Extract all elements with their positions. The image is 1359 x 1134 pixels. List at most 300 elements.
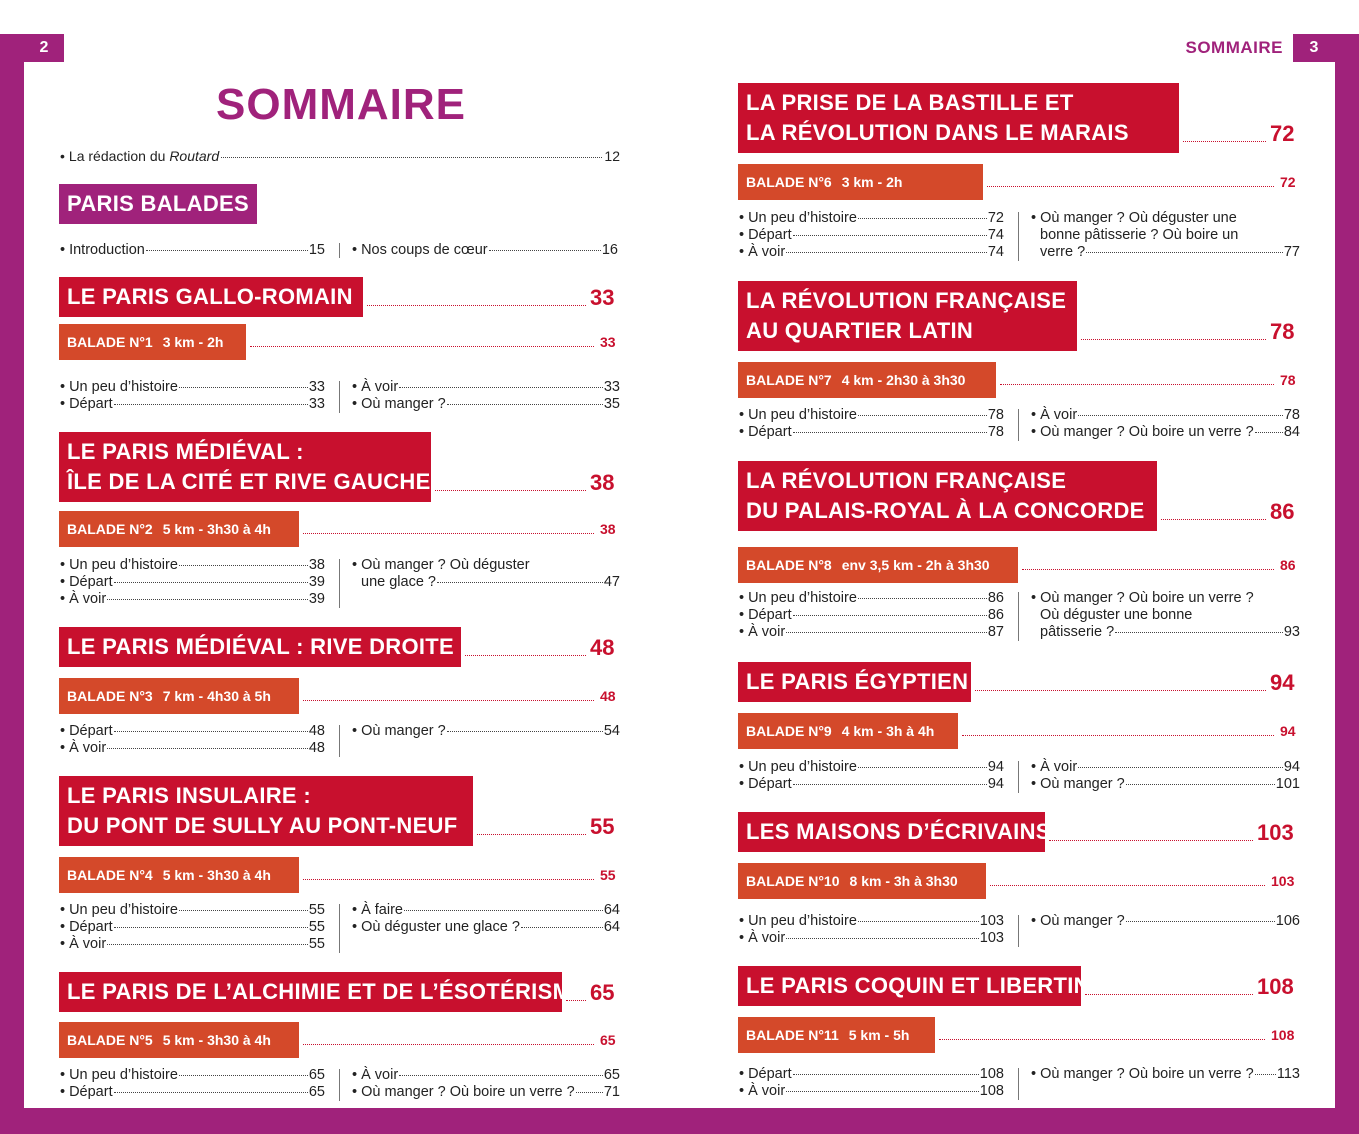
entry-label-em: Routard [169, 148, 220, 164]
entry-label: La rédaction du [68, 148, 170, 164]
balade-page-number: 65 [600, 1032, 616, 1048]
balade-page-number: 94 [1280, 723, 1296, 739]
toc-entry[interactable] [1040, 624, 1300, 641]
entry-page: 74 [987, 227, 1004, 243]
entry-label: bonne pâtisserie ? Où boire un [1040, 227, 1239, 243]
balade-number: BALADE N°8 [746, 557, 832, 573]
leader-dots [786, 252, 987, 253]
entry-page: 94 [987, 759, 1004, 775]
entry-page: 78 [1283, 407, 1300, 423]
bullet: • [739, 244, 745, 260]
section-leader-dots [477, 834, 586, 835]
section-title-line: LA RÉVOLUTION DANS LE MARAIS [746, 120, 1129, 145]
balade-number: BALADE N°11 [746, 1027, 839, 1043]
column-separator [339, 381, 340, 413]
entry-label: Un peu d’histoire [748, 759, 857, 775]
entry-label: Départ [69, 1084, 113, 1100]
bullet: • [739, 759, 745, 775]
entry-page: 78 [987, 407, 1004, 423]
toc-entry[interactable] [60, 557, 325, 574]
toc-entry[interactable] [352, 379, 620, 396]
bullet: • [352, 396, 358, 412]
entry-label: À voir [69, 591, 107, 607]
section-page-number: 38 [590, 470, 615, 495]
leader-dots [793, 615, 987, 616]
balade-label[interactable] [59, 511, 299, 547]
section-title-line: LA RÉVOLUTION FRANÇAISE [746, 288, 1067, 313]
section-title[interactable] [59, 627, 461, 667]
column-separator [339, 243, 340, 258]
leader-dots [447, 404, 603, 405]
balade-number: BALADE N°5 [67, 1032, 153, 1048]
leader-dots [1255, 1074, 1276, 1075]
section-leader-dots [1081, 339, 1266, 340]
entry-page: 101 [1275, 776, 1300, 792]
entry-label: Où manger ? [1040, 776, 1125, 792]
leader-dots [107, 599, 308, 600]
entry-label-line[interactable] [1031, 210, 1237, 227]
toc-entry[interactable] [739, 624, 1004, 641]
toc-entry[interactable] [352, 723, 620, 740]
entry-page: 35 [603, 396, 620, 412]
column-separator [1018, 915, 1019, 947]
section-title-line: ÎLE DE LA CITÉ ET RIVE GAUCHE [67, 469, 431, 494]
section-title[interactable] [738, 662, 971, 702]
entry-label: À voir [361, 1067, 399, 1083]
toc-entry[interactable] [739, 607, 1004, 624]
balade-label[interactable] [738, 362, 996, 398]
leader-dots [179, 387, 308, 388]
entry-label: À voir [1040, 759, 1078, 775]
bullet: • [60, 740, 66, 756]
section-title-line: LE PARIS MÉDIÉVAL : RIVE DROITE [67, 634, 455, 659]
bullet: • [352, 1067, 358, 1083]
balade-label[interactable] [59, 678, 299, 714]
leader-dots [786, 1091, 979, 1092]
entry-label-line[interactable] [352, 557, 530, 574]
toc-entry[interactable] [60, 1084, 325, 1101]
entry-label: Où manger ? [361, 723, 446, 739]
toc-entry[interactable] [739, 424, 1004, 441]
balade-page-number: 55 [600, 867, 616, 883]
bullet: • [60, 396, 66, 412]
toc-entry[interactable] [739, 759, 1004, 776]
section-title-line: LE PARIS COQUIN ET LIBERTIN [746, 973, 1090, 998]
column-separator [1018, 761, 1019, 793]
leader-dots [1078, 767, 1283, 768]
toc-entry[interactable] [60, 1067, 325, 1084]
balade-number: BALADE N°9 [746, 723, 832, 739]
leader-dots [793, 432, 987, 433]
section-title[interactable] [738, 812, 1051, 852]
toc-entry[interactable] [1031, 913, 1300, 930]
section-title[interactable] [59, 277, 363, 317]
entry-page: 39 [308, 591, 325, 607]
balade-leader-dots [1000, 384, 1274, 385]
entry-label: Où manger ? Où boire un verre ? [1040, 1066, 1254, 1082]
toc-entry[interactable] [739, 930, 1004, 947]
toc-entry[interactable] [739, 244, 1004, 261]
bullet: • [739, 776, 745, 792]
section-title-paris-balades[interactable]: PARIS BALADES [59, 184, 257, 224]
toc-entry[interactable] [739, 227, 1004, 244]
balade-leader-dots [1022, 569, 1274, 570]
bullet: • [1031, 776, 1037, 792]
leader-dots [858, 767, 987, 768]
toc-entry-coups-de-coeur[interactable]: • Nos coups de cœur 16 [352, 242, 618, 258]
left-page-number: 2 [24, 34, 64, 62]
balade-label[interactable] [59, 1022, 299, 1058]
toc-entry[interactable] [60, 919, 325, 936]
balade-label[interactable] [59, 324, 246, 360]
leader-dots [114, 404, 308, 405]
balade-number: BALADE N°3 [67, 688, 153, 704]
bullet: • [739, 424, 745, 440]
toc-entry[interactable] [739, 1083, 1004, 1100]
section-title-line: DU PALAIS-ROYAL À LA CONCORDE [746, 498, 1145, 523]
bullet: • [1031, 590, 1037, 606]
section-title[interactable] [738, 281, 1077, 351]
section-leader-dots [435, 490, 586, 491]
bullet: • [60, 1067, 66, 1083]
entry-page: 64 [603, 902, 620, 918]
section-page-number: 78 [1270, 319, 1295, 344]
entry-page: 47 [603, 574, 620, 590]
entry-page: 72 [987, 210, 1004, 226]
entry-label: une glace ? [361, 574, 436, 590]
balade-label[interactable] [738, 164, 983, 200]
entry-label: Où manger ? Où déguster [361, 557, 530, 573]
balade-number: BALADE N°2 [67, 521, 153, 537]
section-page-number: 86 [1270, 499, 1295, 524]
balade-info: 5 km - 3h30 à 4h [162, 1032, 271, 1048]
section-page-number: 48 [590, 635, 615, 660]
section-page-number: 65 [590, 980, 615, 1005]
entry-label: Où manger ? [361, 396, 446, 412]
balade-info: 5 km - 3h30 à 4h [162, 867, 271, 883]
leader-dots [114, 927, 308, 928]
balade-info: 3 km - 2h [162, 334, 224, 350]
section-title-line: LA PRISE DE LA BASTILLE ET [746, 90, 1074, 115]
right-page-number: 3 [1293, 34, 1335, 62]
entry-page: 65 [308, 1067, 325, 1083]
bullet: • [352, 379, 358, 395]
toc-entry[interactable] [352, 396, 620, 413]
section-title[interactable] [738, 461, 1157, 531]
entry-page: 33 [308, 396, 325, 412]
entry-label: Un peu d’histoire [69, 1067, 178, 1083]
balade-page-number: 48 [600, 688, 616, 704]
toc-entry[interactable] [60, 740, 325, 757]
leader-dots [1086, 252, 1283, 253]
entry-page: 38 [308, 557, 325, 573]
section-title[interactable] [738, 83, 1179, 153]
bullet: • [60, 574, 66, 590]
column-separator [339, 725, 340, 757]
entry-page: 108 [979, 1066, 1004, 1082]
entry-label: Un peu d’histoire [748, 913, 857, 929]
entry-label: À voir [748, 1083, 786, 1099]
balade-info: 4 km - 2h30 à 3h30 [841, 372, 966, 388]
section-page-number: 108 [1257, 974, 1294, 999]
entry-label-line[interactable] [1031, 590, 1254, 607]
bullet: • [739, 913, 745, 929]
toc-entry[interactable] [60, 936, 325, 953]
bullet: • [352, 1084, 358, 1100]
column-separator [339, 904, 340, 953]
balade-page-number: 103 [1271, 873, 1295, 889]
entry-label: Un peu d’histoire [748, 210, 857, 226]
balade-number: BALADE N°4 [67, 867, 153, 883]
leader-dots [399, 1075, 603, 1076]
toc-entry[interactable] [352, 919, 620, 936]
entry-label: À voir [748, 624, 786, 640]
entry-label-line[interactable] [1040, 607, 1192, 624]
column-separator [339, 559, 340, 608]
leader-dots [399, 387, 603, 388]
entry-page: 77 [1283, 244, 1300, 260]
entry-page: 48 [308, 740, 325, 756]
bullet: • [60, 902, 66, 918]
entry-page: 39 [308, 574, 325, 590]
balade-number: BALADE N°6 [746, 174, 832, 190]
entry-label: À faire [361, 902, 403, 918]
entry-label: À voir [748, 244, 786, 260]
toc-entry[interactable] [352, 902, 620, 919]
leader-dots [858, 598, 987, 599]
entry-label: pâtisserie ? [1040, 624, 1115, 640]
entry-label: Où manger ? Où boire un verre ? [1040, 424, 1254, 440]
entry-page: 93 [1283, 624, 1300, 640]
entry-page: 113 [1276, 1066, 1300, 1082]
toc-entry[interactable] [60, 902, 325, 919]
section-leader-dots [1085, 994, 1253, 995]
entry-label: verre ? [1040, 244, 1086, 260]
entry-page: 84 [1283, 424, 1300, 440]
section-title-line: DU PONT DE SULLY AU PONT-NEUF [67, 813, 458, 838]
entry-page: 87 [987, 624, 1004, 640]
entry-label: Où déguster une glace ? [361, 919, 520, 935]
balade-number: BALADE N°1 [67, 334, 153, 350]
section-title-line: LE PARIS DE L’ALCHIMIE ET DE L’ÉSOTÉRISME [67, 979, 587, 1004]
toc-entry[interactable] [1031, 407, 1300, 424]
section-leader-dots [367, 305, 586, 306]
entry-label: À voir [1040, 407, 1078, 423]
left-margin-bar [0, 34, 24, 1134]
bullet: • [739, 624, 745, 640]
toc-entry[interactable] [739, 407, 1004, 424]
leader-dots [576, 1092, 603, 1093]
section-title-line: LE PARIS INSULAIRE : [67, 783, 311, 808]
toc-entry[interactable] [60, 723, 325, 740]
leader-dots [1115, 632, 1283, 633]
toc-entry[interactable] [1031, 424, 1300, 441]
entry-page: 12 [604, 148, 620, 164]
leader-dots [858, 218, 987, 219]
balade-info: 7 km - 4h30 à 5h [162, 688, 271, 704]
bullet: • [1031, 424, 1037, 440]
column-separator [1018, 212, 1019, 261]
leader-dots [1126, 921, 1275, 922]
entry-label: Départ [748, 424, 792, 440]
balade-label[interactable] [738, 547, 1018, 583]
balade-label[interactable] [738, 1017, 935, 1053]
toc-entry[interactable] [60, 591, 325, 608]
entry-label: À voir [69, 740, 107, 756]
leader-dots [437, 582, 603, 583]
toc-entry[interactable] [60, 574, 325, 591]
balade-label[interactable] [738, 713, 958, 749]
entry-label: Où manger ? Où déguster une [1040, 210, 1237, 226]
toc-entry-introduction[interactable]: • Introduction 15 [60, 242, 325, 258]
balade-leader-dots [990, 885, 1265, 886]
entry-label-line[interactable] [1040, 227, 1238, 244]
entry-page: 65 [308, 1084, 325, 1100]
section-leader-dots [1049, 840, 1253, 841]
balade-number: BALADE N°7 [746, 372, 832, 388]
balade-label[interactable] [738, 863, 986, 899]
entry-page: 33 [603, 379, 620, 395]
balade-info: 8 km - 3h à 3h30 [849, 873, 958, 889]
column-separator [339, 1069, 340, 1101]
section-title-line: LE PARIS MÉDIÉVAL : [67, 439, 304, 464]
leader-dots [179, 910, 308, 911]
balade-page-number: 38 [600, 521, 616, 537]
toc-entry[interactable] [1040, 244, 1300, 261]
entry-page: 103 [979, 913, 1004, 929]
balade-info: 4 km - 3h à 4h [841, 723, 935, 739]
entry-label: Un peu d’histoire [69, 379, 178, 395]
section-leader-dots [1183, 141, 1266, 142]
entry-label: Où manger ? Où boire un verre ? [361, 1084, 575, 1100]
section-page-number: 55 [590, 814, 615, 839]
column-separator [1018, 592, 1019, 641]
entry-label: Départ [748, 227, 792, 243]
entry-page: 78 [987, 424, 1004, 440]
entry-page: 55 [308, 902, 325, 918]
entry-label: Départ [69, 574, 113, 590]
leader-dots [858, 921, 979, 922]
entry-label: Un peu d’histoire [748, 407, 857, 423]
entry-label: Un peu d’histoire [69, 557, 178, 573]
entry-label: Départ [748, 1066, 792, 1082]
entry-label: Où manger ? [1040, 913, 1125, 929]
leader-dots [114, 582, 308, 583]
toc-entry[interactable] [739, 913, 1004, 930]
toc-entry[interactable] [1031, 759, 1300, 776]
leader-dots [786, 632, 987, 633]
toc-entry[interactable] [739, 1066, 1004, 1083]
entry-label: Départ [69, 723, 113, 739]
toc-entry[interactable] [361, 574, 620, 591]
leader-dots [114, 1092, 308, 1093]
balade-label[interactable] [59, 857, 299, 893]
entry-label: À voir [748, 930, 786, 946]
bullet: • [352, 919, 358, 935]
balade-info: env 3,5 km - 2h à 3h30 [841, 557, 990, 573]
bullet: • [1031, 759, 1037, 775]
balade-leader-dots [939, 1039, 1265, 1040]
leader-dots [786, 938, 979, 939]
leader-dots [1078, 415, 1283, 416]
bullet: • [352, 723, 358, 739]
entry-label: Un peu d’histoire [748, 590, 857, 606]
bullet: • [60, 919, 66, 935]
leader-dots [179, 1075, 308, 1076]
leader-dots [114, 731, 308, 732]
section-leader-dots [975, 690, 1266, 691]
entry-label: Départ [748, 776, 792, 792]
section-title[interactable] [59, 432, 431, 502]
section-title-line: LE PARIS GALLO-ROMAIN [67, 284, 353, 309]
section-page-number: 103 [1257, 820, 1294, 845]
section-title-line: LE PARIS ÉGYPTIEN [746, 669, 969, 694]
leader-dots [521, 927, 603, 928]
bullet: • [352, 557, 358, 573]
leader-dots [447, 731, 603, 732]
balade-leader-dots [303, 700, 594, 701]
toc-entry[interactable] [739, 210, 1004, 227]
entry-label: À voir [69, 936, 107, 952]
balade-page-number: 33 [600, 334, 616, 350]
leader-dots [107, 748, 308, 749]
toc-entry[interactable] [1031, 1066, 1300, 1083]
entry-page: 86 [987, 607, 1004, 623]
bullet: • [60, 379, 66, 395]
bullet: • [739, 590, 745, 606]
toc-entry[interactable] [352, 1084, 620, 1101]
bullet: • [739, 1083, 745, 1099]
section-leader-dots [465, 655, 586, 656]
bullet: • [1031, 913, 1037, 929]
section-page-number: 94 [1270, 670, 1295, 695]
leader-dots [793, 1074, 979, 1075]
toc-entry[interactable] [60, 396, 325, 413]
toc-entry[interactable] [60, 379, 325, 396]
section-title[interactable] [59, 972, 587, 1012]
leader-dots [793, 784, 987, 785]
section-leader-dots [566, 1000, 586, 1001]
running-title: SOMMAIRE [1185, 38, 1283, 57]
section-leader-dots [1161, 519, 1266, 520]
toc-entry[interactable] [352, 1067, 620, 1084]
section-page-number: 72 [1270, 121, 1295, 146]
balade-page-number: 108 [1271, 1027, 1295, 1043]
bullet: • [60, 1084, 66, 1100]
toc-entry[interactable] [739, 776, 1004, 793]
entry-page: 108 [979, 1083, 1004, 1099]
section-title[interactable] [59, 776, 473, 846]
entry-label: Départ [69, 396, 113, 412]
balade-leader-dots [987, 186, 1274, 187]
bullet: • [1031, 1066, 1037, 1082]
toc-entry[interactable] [1031, 776, 1300, 793]
toc-entry[interactable] [739, 590, 1004, 607]
leader-dots [793, 235, 987, 236]
section-title[interactable] [738, 966, 1090, 1006]
entry-page: 55 [308, 919, 325, 935]
balade-leader-dots [250, 346, 594, 347]
entry-page: 94 [987, 776, 1004, 792]
entry-page: 48 [308, 723, 325, 739]
entry-label: Où manger ? Où boire un verre ? [1040, 590, 1254, 606]
entry-page: 54 [603, 723, 620, 739]
balade-leader-dots [303, 879, 594, 880]
entry-page: 86 [987, 590, 1004, 606]
entry-page: 64 [603, 919, 620, 935]
toc-entry-redaction[interactable]: • La rédaction du Routard 12 [60, 148, 620, 164]
section-title-line: LA RÉVOLUTION FRANÇAISE [746, 468, 1067, 493]
